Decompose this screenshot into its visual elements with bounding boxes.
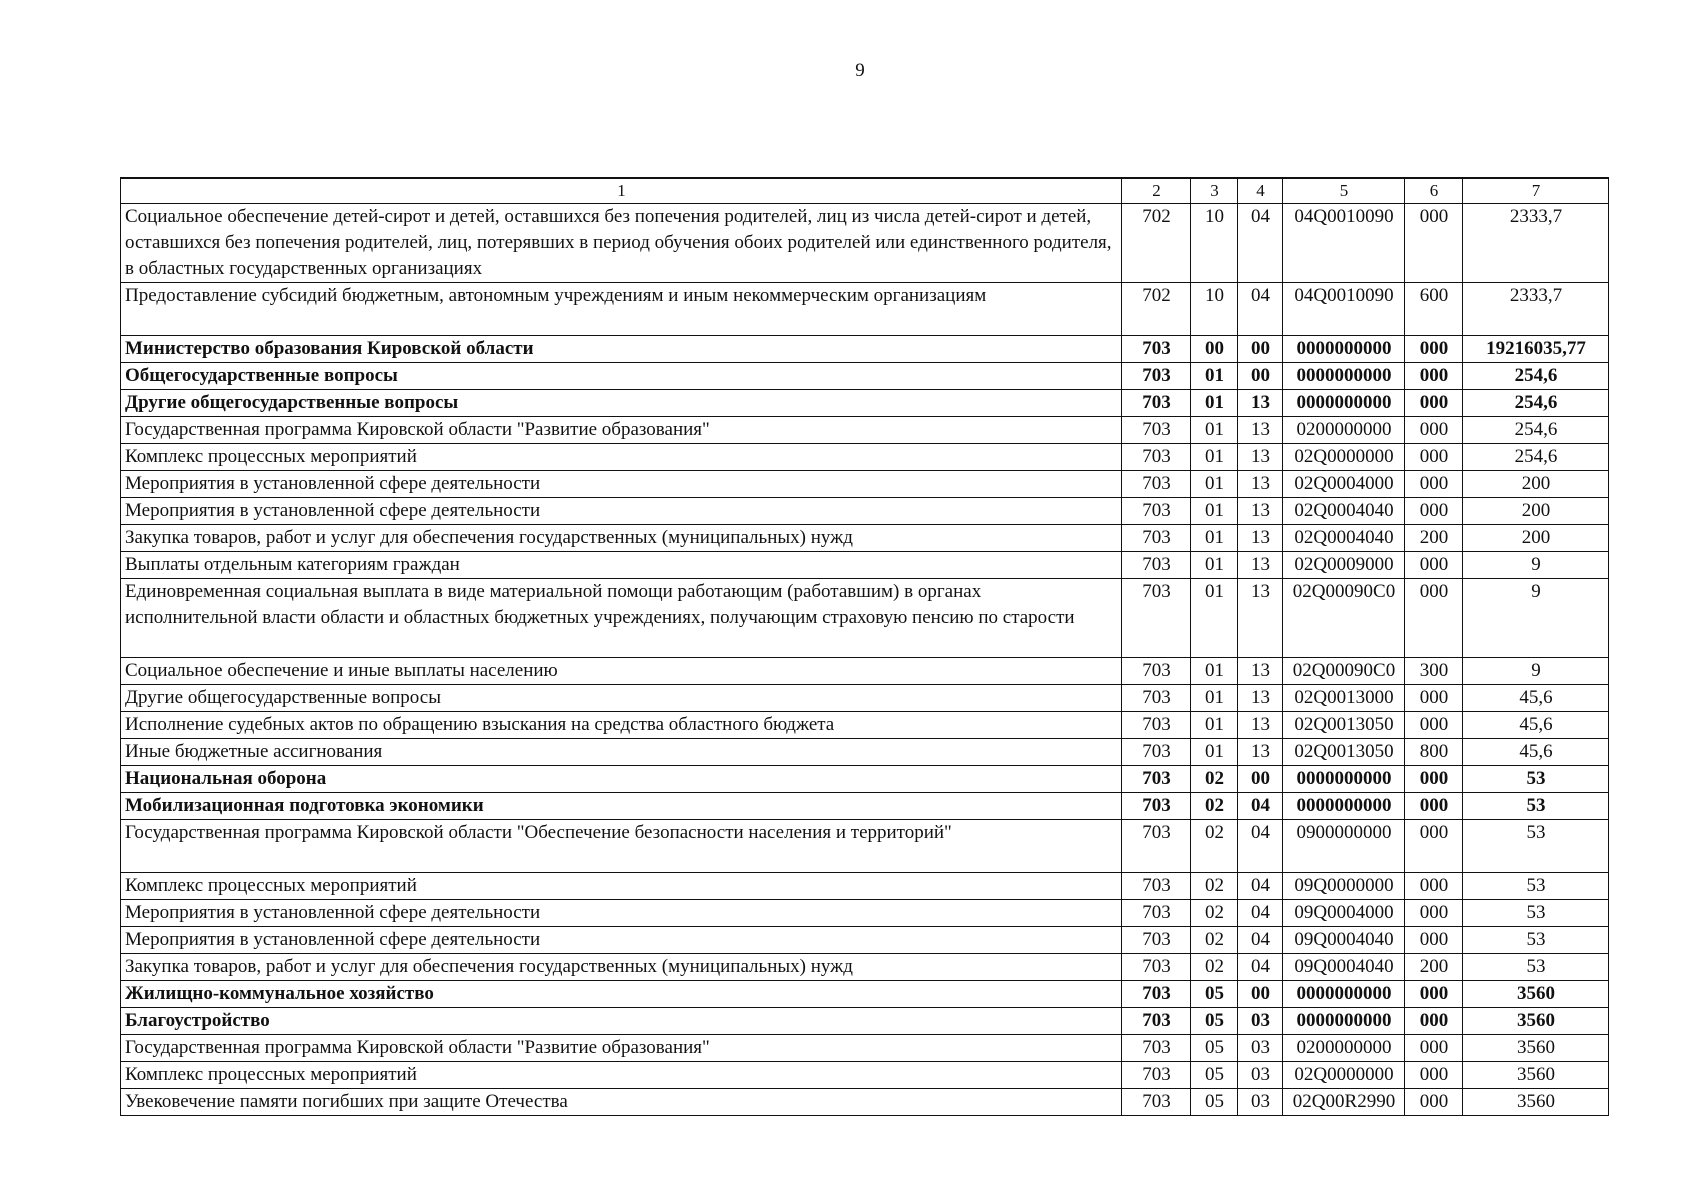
row-target-article-cell: 02Q0004000 [1283, 471, 1405, 498]
row-code-cell: 703 [1122, 981, 1191, 1008]
row-subsection-cell: 13 [1238, 471, 1283, 498]
row-target-article-cell: 0200000000 [1283, 417, 1405, 444]
row-section-cell: 01 [1191, 471, 1238, 498]
row-code-cell: 703 [1122, 793, 1191, 820]
row-code-cell: 703 [1122, 444, 1191, 471]
row-target-article-cell: 04Q0010090 [1283, 204, 1405, 283]
row-expense-type-cell: 000 [1405, 471, 1463, 498]
row-subsection-cell: 03 [1238, 1008, 1283, 1035]
row-target-article-cell: 0000000000 [1283, 766, 1405, 793]
row-amount-cell: 9 [1463, 579, 1609, 658]
row-code-cell: 703 [1122, 552, 1191, 579]
row-name-cell: Иные бюджетные ассигнования [121, 739, 1122, 766]
row-name-cell: Закупка товаров, работ и услуг для обеспечения государственных (муниципальных) нужд [121, 954, 1122, 981]
table-row [121, 739, 1609, 766]
row-amount-cell: 53 [1463, 793, 1609, 820]
row-amount-cell: 53 [1463, 954, 1609, 981]
row-code-cell: 703 [1122, 417, 1191, 444]
row-subsection-cell: 00 [1238, 363, 1283, 390]
row-amount-cell: 45,6 [1463, 685, 1609, 712]
row-section-cell: 00 [1191, 336, 1238, 363]
row-section-cell: 05 [1191, 1035, 1238, 1062]
row-subsection-cell: 04 [1238, 873, 1283, 900]
row-section-cell: 01 [1191, 579, 1238, 658]
row-code-cell: 703 [1122, 1089, 1191, 1116]
row-name-cell: Государственная программа Кировской области "Развитие образования" [121, 417, 1122, 444]
row-code-cell: 703 [1122, 685, 1191, 712]
row-expense-type-cell: 600 [1405, 283, 1463, 336]
row-name-cell: Выплаты отдельным категориям граждан [121, 552, 1122, 579]
row-subsection-cell: 13 [1238, 444, 1283, 471]
row-section-cell: 01 [1191, 498, 1238, 525]
page-number: 9 [855, 60, 865, 81]
row-name-cell: Общегосударственные вопросы [121, 363, 1122, 390]
row-expense-type-cell: 000 [1405, 336, 1463, 363]
row-name-cell: Жилищно-коммунальное хозяйство [121, 981, 1122, 1008]
row-subsection-cell: 00 [1238, 336, 1283, 363]
row-target-article-cell: 0000000000 [1283, 793, 1405, 820]
table-row [121, 900, 1609, 927]
row-target-article-cell: 02Q0013050 [1283, 739, 1405, 766]
row-name-cell: Социальное обеспечение детей-сирот и детей, оставшихся без попечения родителей, лиц из числа детей-сирот и детей, оставшихся без попечения родителей, лиц, потерявших в период обучения обоих родителей или единственного родителя, в областных государственных организациях [121, 204, 1122, 283]
table-row [121, 873, 1609, 900]
row-code-cell: 703 [1122, 579, 1191, 658]
row-target-article-cell: 02Q00R2990 [1283, 1089, 1405, 1116]
row-expense-type-cell: 000 [1405, 1035, 1463, 1062]
row-subsection-cell: 04 [1238, 793, 1283, 820]
row-target-article-cell: 02Q0013050 [1283, 712, 1405, 739]
row-name-cell: Государственная программа Кировской области "Обеспечение безопасности населения и территорий" [121, 820, 1122, 873]
row-amount-cell: 254,6 [1463, 363, 1609, 390]
row-code-cell: 703 [1122, 336, 1191, 363]
table-row [121, 981, 1609, 1008]
row-expense-type-cell: 000 [1405, 1089, 1463, 1116]
table-row [121, 1089, 1609, 1116]
row-amount-cell: 200 [1463, 498, 1609, 525]
row-amount-cell: 45,6 [1463, 739, 1609, 766]
row-name-cell: Государственная программа Кировской области "Развитие образования" [121, 1035, 1122, 1062]
row-subsection-cell: 13 [1238, 552, 1283, 579]
row-section-cell: 01 [1191, 444, 1238, 471]
row-amount-cell: 53 [1463, 927, 1609, 954]
row-expense-type-cell: 000 [1405, 766, 1463, 793]
row-subsection-cell: 04 [1238, 204, 1283, 283]
row-section-cell: 01 [1191, 739, 1238, 766]
header-cell: 1 [121, 178, 1122, 204]
row-section-cell: 05 [1191, 1089, 1238, 1116]
header-cell: 5 [1283, 178, 1405, 204]
row-amount-cell: 200 [1463, 471, 1609, 498]
table-row [121, 525, 1609, 552]
row-code-cell: 703 [1122, 1035, 1191, 1062]
table-row [121, 927, 1609, 954]
row-section-cell: 02 [1191, 820, 1238, 873]
row-section-cell: 02 [1191, 927, 1238, 954]
row-name-cell: Комплекс процессных мероприятий [121, 873, 1122, 900]
row-name-cell: Другие общегосударственные вопросы [121, 390, 1122, 417]
table-row [121, 336, 1609, 363]
row-section-cell: 01 [1191, 525, 1238, 552]
row-code-cell: 703 [1122, 739, 1191, 766]
row-name-cell: Мероприятия в установленной сфере деятельности [121, 900, 1122, 927]
row-subsection-cell: 13 [1238, 498, 1283, 525]
row-name-cell: Мероприятия в установленной сфере деятельности [121, 498, 1122, 525]
row-amount-cell: 2333,7 [1463, 204, 1609, 283]
table-row [121, 820, 1609, 873]
row-amount-cell: 45,6 [1463, 712, 1609, 739]
row-expense-type-cell: 000 [1405, 712, 1463, 739]
row-section-cell: 01 [1191, 712, 1238, 739]
row-name-cell: Благоустройство [121, 1008, 1122, 1035]
row-target-article-cell: 02Q0000000 [1283, 444, 1405, 471]
row-subsection-cell: 04 [1238, 900, 1283, 927]
row-target-article-cell: 0000000000 [1283, 363, 1405, 390]
row-subsection-cell: 03 [1238, 1089, 1283, 1116]
row-expense-type-cell: 000 [1405, 579, 1463, 658]
header-cell: 4 [1238, 178, 1283, 204]
table-row [121, 1062, 1609, 1089]
row-expense-type-cell: 300 [1405, 658, 1463, 685]
row-section-cell: 02 [1191, 793, 1238, 820]
row-code-cell: 703 [1122, 712, 1191, 739]
row-name-cell: Мероприятия в установленной сфере деятельности [121, 927, 1122, 954]
row-section-cell: 02 [1191, 900, 1238, 927]
table-row [121, 471, 1609, 498]
row-section-cell: 10 [1191, 204, 1238, 283]
row-section-cell: 05 [1191, 1008, 1238, 1035]
row-target-article-cell: 09Q0000000 [1283, 873, 1405, 900]
row-name-cell: Мероприятия в установленной сфере деятельности [121, 471, 1122, 498]
row-code-cell: 703 [1122, 873, 1191, 900]
row-amount-cell: 3560 [1463, 1008, 1609, 1035]
row-code-cell: 703 [1122, 820, 1191, 873]
row-name-cell: Комплекс процессных мероприятий [121, 444, 1122, 471]
table-row [121, 363, 1609, 390]
row-section-cell: 10 [1191, 283, 1238, 336]
row-expense-type-cell: 000 [1405, 444, 1463, 471]
row-amount-cell: 53 [1463, 900, 1609, 927]
row-amount-cell: 3560 [1463, 1062, 1609, 1089]
row-amount-cell: 9 [1463, 552, 1609, 579]
table-row [121, 552, 1609, 579]
table-row [121, 283, 1609, 336]
row-amount-cell: 254,6 [1463, 417, 1609, 444]
row-code-cell: 702 [1122, 283, 1191, 336]
row-section-cell: 02 [1191, 873, 1238, 900]
row-target-article-cell: 02Q0000000 [1283, 1062, 1405, 1089]
row-section-cell: 01 [1191, 390, 1238, 417]
row-code-cell: 703 [1122, 1062, 1191, 1089]
row-name-cell: Увековечение памяти погибших при защите Отечества [121, 1089, 1122, 1116]
header-cell: 3 [1191, 178, 1238, 204]
row-amount-cell: 9 [1463, 658, 1609, 685]
table-row [121, 954, 1609, 981]
table-header-row [121, 178, 1609, 204]
row-amount-cell: 19216035,77 [1463, 336, 1609, 363]
row-name-cell: Мобилизационная подготовка экономики [121, 793, 1122, 820]
row-target-article-cell: 0000000000 [1283, 1008, 1405, 1035]
row-name-cell: Единовременная социальная выплата в виде материальной помощи работающим (работавшим) в органах исполнительной власти области и областных бюджетных учреждениях, получающим страховую пенсию по старости [121, 579, 1122, 658]
row-section-cell: 05 [1191, 981, 1238, 1008]
row-expense-type-cell: 000 [1405, 1062, 1463, 1089]
row-subsection-cell: 13 [1238, 525, 1283, 552]
table-row [121, 766, 1609, 793]
row-subsection-cell: 00 [1238, 766, 1283, 793]
table-row [121, 793, 1609, 820]
row-target-article-cell: 09Q0004040 [1283, 927, 1405, 954]
row-subsection-cell: 03 [1238, 1062, 1283, 1089]
row-expense-type-cell: 000 [1405, 498, 1463, 525]
table-row [121, 712, 1609, 739]
row-subsection-cell: 13 [1238, 712, 1283, 739]
row-expense-type-cell: 800 [1405, 739, 1463, 766]
row-amount-cell: 53 [1463, 766, 1609, 793]
row-code-cell: 703 [1122, 927, 1191, 954]
row-expense-type-cell: 000 [1405, 552, 1463, 579]
row-expense-type-cell: 000 [1405, 820, 1463, 873]
row-name-cell: Комплекс процессных мероприятий [121, 1062, 1122, 1089]
table-row [121, 444, 1609, 471]
row-amount-cell: 3560 [1463, 1035, 1609, 1062]
row-expense-type-cell: 000 [1405, 1008, 1463, 1035]
row-section-cell: 01 [1191, 552, 1238, 579]
table-row [121, 685, 1609, 712]
table-row [121, 1008, 1609, 1035]
row-section-cell: 01 [1191, 685, 1238, 712]
row-expense-type-cell: 200 [1405, 525, 1463, 552]
row-code-cell: 703 [1122, 900, 1191, 927]
table-body [121, 204, 1609, 1116]
table-row [121, 498, 1609, 525]
row-expense-type-cell: 000 [1405, 363, 1463, 390]
row-section-cell: 02 [1191, 766, 1238, 793]
row-expense-type-cell: 000 [1405, 793, 1463, 820]
row-amount-cell: 53 [1463, 873, 1609, 900]
row-target-article-cell: 0200000000 [1283, 1035, 1405, 1062]
table-row [121, 390, 1609, 417]
row-expense-type-cell: 000 [1405, 981, 1463, 1008]
row-name-cell: Социальное обеспечение и иные выплаты населению [121, 658, 1122, 685]
row-target-article-cell: 0000000000 [1283, 981, 1405, 1008]
row-expense-type-cell: 000 [1405, 900, 1463, 927]
row-target-article-cell: 0900000000 [1283, 820, 1405, 873]
table-row [121, 417, 1609, 444]
row-name-cell: Предоставление субсидий бюджетным, автономным учреждениям и иным некоммерческим организациям [121, 283, 1122, 336]
row-target-article-cell: 09Q0004040 [1283, 954, 1405, 981]
row-target-article-cell: 02Q0013000 [1283, 685, 1405, 712]
row-amount-cell: 254,6 [1463, 444, 1609, 471]
row-target-article-cell: 02Q00090C0 [1283, 579, 1405, 658]
row-target-article-cell: 0000000000 [1283, 390, 1405, 417]
row-code-cell: 703 [1122, 1008, 1191, 1035]
row-subsection-cell: 03 [1238, 1035, 1283, 1062]
row-expense-type-cell: 000 [1405, 390, 1463, 417]
table-row [121, 1035, 1609, 1062]
row-expense-type-cell: 000 [1405, 685, 1463, 712]
row-target-article-cell: 04Q0010090 [1283, 283, 1405, 336]
row-name-cell: Исполнение судебных актов по обращению взыскания на средства областного бюджета [121, 712, 1122, 739]
row-code-cell: 703 [1122, 954, 1191, 981]
row-amount-cell: 200 [1463, 525, 1609, 552]
row-section-cell: 05 [1191, 1062, 1238, 1089]
row-code-cell: 703 [1122, 363, 1191, 390]
table-row [121, 658, 1609, 685]
row-expense-type-cell: 000 [1405, 927, 1463, 954]
row-section-cell: 01 [1191, 658, 1238, 685]
header-cell: 7 [1463, 178, 1609, 204]
row-subsection-cell: 13 [1238, 579, 1283, 658]
row-code-cell: 703 [1122, 471, 1191, 498]
budget-table [120, 177, 1609, 1116]
row-expense-type-cell: 000 [1405, 873, 1463, 900]
row-code-cell: 703 [1122, 766, 1191, 793]
row-expense-type-cell: 000 [1405, 417, 1463, 444]
row-target-article-cell: 02Q0004040 [1283, 525, 1405, 552]
row-name-cell: Другие общегосударственные вопросы [121, 685, 1122, 712]
row-amount-cell: 3560 [1463, 1089, 1609, 1116]
row-subsection-cell: 04 [1238, 927, 1283, 954]
row-subsection-cell: 00 [1238, 981, 1283, 1008]
row-section-cell: 01 [1191, 417, 1238, 444]
row-amount-cell: 2333,7 [1463, 283, 1609, 336]
row-subsection-cell: 13 [1238, 390, 1283, 417]
row-target-article-cell: 0000000000 [1283, 336, 1405, 363]
table-row [121, 579, 1609, 658]
row-target-article-cell: 02Q00090C0 [1283, 658, 1405, 685]
row-amount-cell: 3560 [1463, 981, 1609, 1008]
row-expense-type-cell: 200 [1405, 954, 1463, 981]
row-expense-type-cell: 000 [1405, 204, 1463, 283]
row-name-cell: Национальная оборона [121, 766, 1122, 793]
row-name-cell: Закупка товаров, работ и услуг для обеспечения государственных (муниципальных) нужд [121, 525, 1122, 552]
row-code-cell: 703 [1122, 390, 1191, 417]
row-subsection-cell: 13 [1238, 685, 1283, 712]
row-subsection-cell: 13 [1238, 417, 1283, 444]
row-section-cell: 02 [1191, 954, 1238, 981]
row-code-cell: 703 [1122, 498, 1191, 525]
row-target-article-cell: 09Q0004000 [1283, 900, 1405, 927]
row-subsection-cell: 04 [1238, 820, 1283, 873]
row-subsection-cell: 04 [1238, 283, 1283, 336]
header-cell: 6 [1405, 178, 1463, 204]
table-row [121, 204, 1609, 283]
row-code-cell: 703 [1122, 525, 1191, 552]
row-target-article-cell: 02Q0009000 [1283, 552, 1405, 579]
row-name-cell: Министерство образования Кировской области [121, 336, 1122, 363]
row-amount-cell: 254,6 [1463, 390, 1609, 417]
header-cell: 2 [1122, 178, 1191, 204]
row-code-cell: 702 [1122, 204, 1191, 283]
row-subsection-cell: 04 [1238, 954, 1283, 981]
row-subsection-cell: 13 [1238, 739, 1283, 766]
row-amount-cell: 53 [1463, 820, 1609, 873]
row-subsection-cell: 13 [1238, 658, 1283, 685]
row-target-article-cell: 02Q0004040 [1283, 498, 1405, 525]
row-code-cell: 703 [1122, 658, 1191, 685]
row-section-cell: 01 [1191, 363, 1238, 390]
